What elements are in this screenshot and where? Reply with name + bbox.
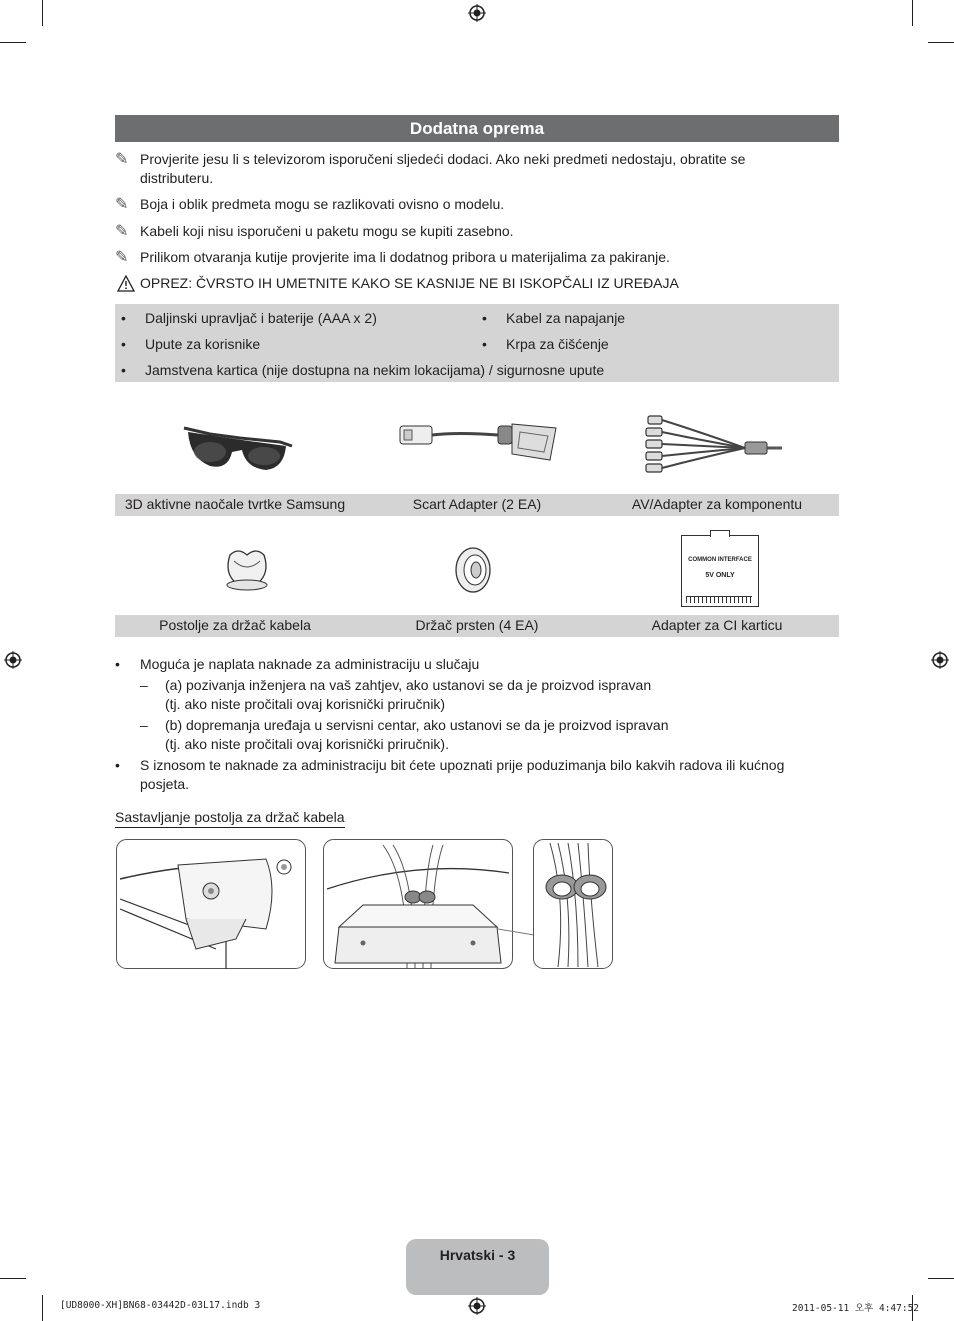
- caution-text: OPREZ: ČVRSTO IH UMETNITE KAKO SE KASNIJE NE BI ISKOPČALI IZ UREĐAJA: [140, 275, 679, 291]
- item-label: Krpa za čišćenje: [506, 336, 609, 352]
- footer-timestamp: 2011-05-11 오후 4:47:52: [792, 1303, 920, 1314]
- caption-ring: Držač prsten (4 EA): [415, 617, 539, 633]
- note-text: Boja i oblik predmeta mogu se razlikovati ovisno o modelu.: [140, 196, 505, 212]
- assembly-step-3-illustration: [498, 839, 614, 969]
- caption-3d-glasses: 3D aktivne naočale tvrtke Samsung: [124, 496, 346, 512]
- cable-holder-stand-icon: [222, 545, 272, 593]
- scart-adapter-icon: [398, 418, 560, 466]
- note-item: [115, 150, 815, 190]
- crop-mark: [912, 0, 913, 26]
- dash: –: [140, 717, 148, 733]
- note-item: [115, 248, 815, 268]
- holder-ring-icon: [453, 545, 493, 595]
- caption-scart-adapter: Scart Adapter (2 EA): [412, 496, 542, 512]
- pencil-note-icon: ✎: [115, 223, 129, 240]
- bullet: •: [121, 362, 126, 378]
- pencil-note-icon: ✎: [115, 151, 129, 168]
- ci-card-label-1: COMMON INTERFACE: [688, 557, 752, 563]
- av-component-adapter-icon: [640, 412, 785, 484]
- bullet: •: [115, 757, 120, 773]
- bullet: •: [121, 336, 126, 352]
- 3d-glasses-icon: [180, 418, 295, 478]
- caption-ci-adapter: Adapter za CI karticu: [651, 617, 783, 633]
- caption-av-adapter: AV/Adapter za komponentu: [631, 496, 803, 512]
- item-label: Daljinski upravljač i baterije (AAA x 2): [145, 310, 377, 326]
- assembly-step-2-illustration: [323, 839, 513, 969]
- note-text: Prilikom otvaranja kutije provjerite ima li dodatnog pribora u materijalima za pakiranje.: [140, 249, 670, 265]
- warning-triangle-icon: [117, 275, 135, 292]
- caution-note: [115, 274, 815, 294]
- page-label: [406, 1239, 549, 1295]
- registration-mark-icon: [468, 4, 486, 22]
- fee-sub-b-line2: (tj. ako niste pročitali ovaj korisnički priručnik).: [165, 736, 449, 752]
- ci-card-label-2: 5V ONLY: [705, 572, 735, 579]
- fee-sub-a-line2: (tj. ako niste pročitali ovaj korisnički priručnik): [165, 696, 446, 712]
- section-title: Dodatna oprema: [115, 115, 839, 142]
- crop-mark: [0, 1278, 26, 1279]
- item-label: Jamstvena kartica (nije dostupna na nekim lokacijama) / sigurnosne upute: [145, 362, 605, 378]
- registration-mark-icon: [4, 651, 22, 669]
- registration-mark-icon: [468, 1297, 486, 1315]
- note-text: Kabeli koji nisu isporučeni u paketu mogu se kupiti zasebno.: [140, 223, 514, 239]
- caption-bar: [115, 494, 839, 516]
- crop-mark: [928, 1278, 954, 1279]
- crop-mark: [928, 42, 954, 43]
- crop-mark: [42, 0, 43, 26]
- item-label: Kabel za napajanje: [506, 310, 626, 326]
- included-items-box: [115, 304, 839, 382]
- caption-stand: Postolje za držač kabela: [159, 617, 311, 633]
- caption-bar: [115, 615, 839, 637]
- ci-card-notch: [710, 530, 730, 537]
- bullet: •: [115, 656, 120, 672]
- bullet: •: [482, 336, 487, 352]
- ci-card-pins: [686, 596, 752, 603]
- fee-sub-a-line1: (a) pozivanja inženjera na vaš zahtjev, ako ustanovi se da je proizvod ispravan: [165, 677, 652, 693]
- crop-mark: [0, 42, 26, 43]
- note-item: [115, 222, 815, 242]
- footer-filename: [UD8000-XH]BN68-03442D-03L17.indb 3: [60, 1300, 261, 1311]
- fee-intro: Moguća je naplata naknade za administraciju u slučaju: [140, 656, 480, 672]
- pencil-note-icon: ✎: [115, 249, 129, 266]
- note-item: [115, 195, 815, 215]
- fee-sub-b-line1: (b) dopremanja uređaja u servisni centar, ako ustanovi se da je proizvod ispravan: [165, 717, 669, 733]
- note-text: Provjerite jesu li s televizorom isporučeni sljedeći dodaci. Ako neki predmeti nedostaju, obratite se distributeru.: [140, 151, 746, 186]
- registration-mark-icon: [931, 651, 949, 669]
- crop-mark: [42, 1295, 43, 1321]
- fee-second: S iznosom te naknade za administraciju bit ćete upoznati prije poduzimanja bilo kakvih radova ili kućnog posjeta.: [140, 757, 785, 792]
- assembly-heading: Sastavljanje postolja za držač kabela: [115, 808, 345, 828]
- ci-card-adapter-icon: [681, 535, 759, 607]
- page-label-text: Hrvatski - 3: [439, 1247, 516, 1263]
- bullet: •: [482, 310, 487, 326]
- bullet: •: [121, 310, 126, 326]
- item-label: Upute za korisnike: [145, 336, 261, 352]
- pencil-note-icon: ✎: [115, 196, 129, 213]
- assembly-step-1-illustration: [116, 839, 306, 969]
- dash: –: [140, 677, 148, 693]
